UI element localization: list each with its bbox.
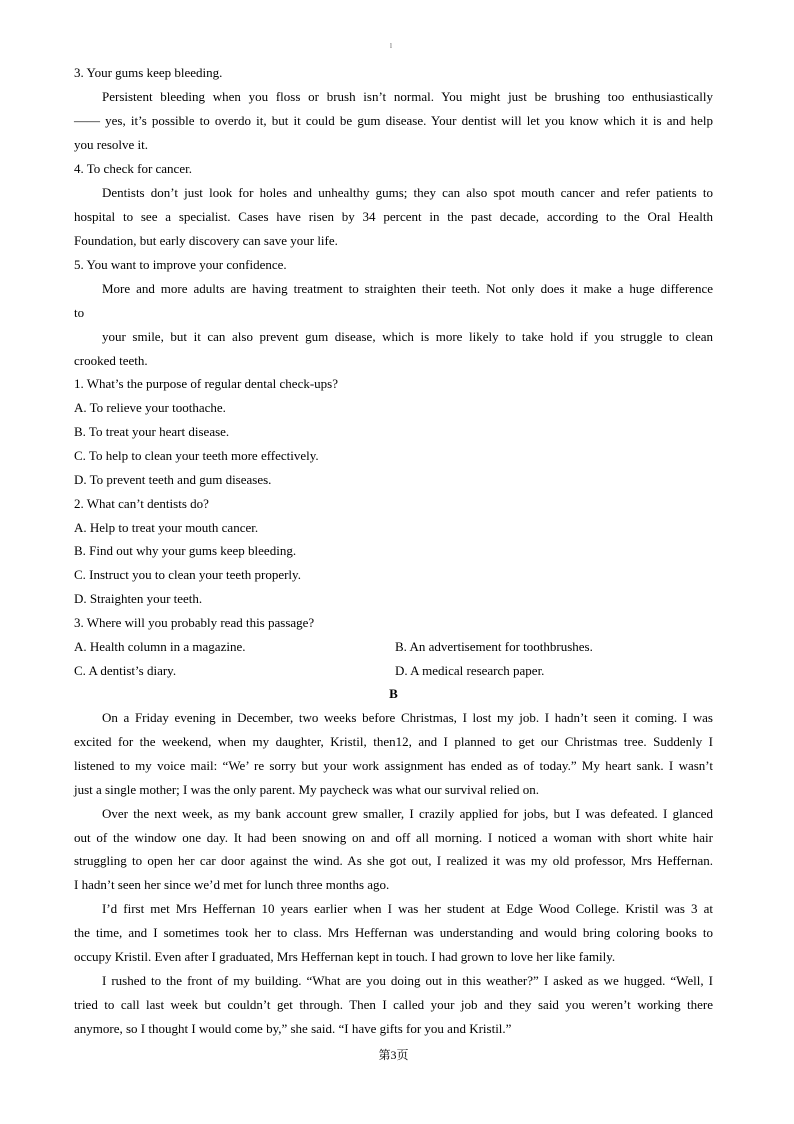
- option-b: B. To treat your heart disease.: [74, 424, 230, 439]
- page-top-mark: l: [390, 42, 392, 50]
- heading-reason-3: 3. Your gums keep bleeding.: [74, 65, 223, 80]
- section-heading-b: B: [389, 686, 398, 701]
- paragraph-line: Persistent bleeding when you floss or brush isn’t normal. You might just be brushing too enthusiastically: [102, 89, 713, 104]
- option-d: D. A medical research paper.: [395, 663, 545, 678]
- paragraph-line: Foundation, but early discovery can save your life.: [74, 233, 338, 248]
- paragraph-line: struggling to open her car door against the wind. As she got out, I realized it was my old professor, Mrs Heffernan.: [74, 853, 713, 868]
- paragraph-line: crooked teeth.: [74, 353, 148, 368]
- option-b: B. An advertisement for toothbrushes.: [395, 639, 593, 654]
- question-3: 3. Where will you probably read this passage?: [74, 615, 315, 630]
- option-a: A. Help to treat your mouth cancer.: [74, 520, 259, 535]
- option-d: D. To prevent teeth and gum diseases.: [74, 472, 272, 487]
- heading-reason-4: 4. To check for cancer.: [74, 161, 192, 176]
- option-c: C. A dentist’s diary.: [74, 663, 177, 678]
- page-number-footer: 第3页: [378, 1048, 409, 1062]
- paragraph-line: Over the next week, as my bank account grew smaller, I crazily applied for jobs, but I was defeated. I glanced: [102, 806, 713, 821]
- option-c: C. To help to clean your teeth more effectively.: [74, 448, 319, 463]
- paragraph-line: you resolve it.: [74, 137, 149, 152]
- document-page: [74, 0, 713, 1124]
- paragraph-line: On a Friday evening in December, two weeks before Christmas, I lost my job. I hadn’t seen it coming. I was: [102, 710, 713, 725]
- heading-reason-5: 5. You want to improve your confidence.: [74, 257, 287, 272]
- paragraph-line: your smile, but it can also prevent gum disease, which is more likely to take hold if you struggle to clean: [102, 329, 713, 344]
- paragraph-line: excited for the weekend, when my daughter, Kristil, then12, and I planned to get our Christmas tree. Suddenly I: [74, 734, 713, 749]
- paragraph-line: to: [74, 305, 85, 320]
- paragraph-line: I’d first met Mrs Heffernan 10 years earlier when I was her student at Edge Wood College. Kristil was 3 at: [102, 901, 713, 916]
- paragraph-line: out of the window one day. It had been snowing on and off all morning. I noticed a woman with short white hair: [74, 830, 713, 845]
- option-a: A. Health column in a magazine.: [74, 639, 246, 654]
- paragraph-line: hospital to see a specialist. Cases have risen by 34 percent in the past decade, according to the Oral Health: [74, 209, 713, 224]
- paragraph-line: Dentists don’t just look for holes and unhealthy gums; they can also spot mouth cancer and refer patients to: [102, 185, 713, 200]
- option-c: C. Instruct you to clean your teeth properly.: [74, 567, 301, 582]
- option-a: A. To relieve your toothache.: [74, 400, 226, 415]
- paragraph-line: I hadn’t seen her since we’d met for lunch three months ago.: [74, 877, 390, 892]
- paragraph-line: the time, and I sometimes took her to class. Mrs Heffernan was understanding and would bring coloring books to: [74, 925, 713, 940]
- question-1: 1. What’s the purpose of regular dental check-ups?: [74, 376, 338, 391]
- question-2: 2. What can’t dentists do?: [74, 496, 209, 511]
- paragraph-line: listened to my voice mail: “We’ re sorry but your work assignment has ended as of today.” My heart sank. I wasn’t: [74, 758, 713, 773]
- option-b: B. Find out why your gums keep bleeding.: [74, 543, 297, 558]
- paragraph-line: More and more adults are having treatment to straighten their teeth. Not only does it make a huge difference: [102, 281, 713, 296]
- paragraph-line: —— yes, it’s possible to overdo it, but it could be gum disease. Your dentist will let you know which it is and help: [74, 113, 713, 128]
- paragraph-line: I rushed to the front of my building. “What are you doing out in this weather?” I asked as we hugged. “Well, I: [102, 973, 713, 988]
- paragraph-line: just a single mother; I was the only parent. My paycheck was what our survival relied on.: [74, 782, 539, 797]
- option-d: D. Straighten your teeth.: [74, 591, 203, 606]
- paragraph-line: occupy Kristil. Even after I graduated, Mrs Heffernan kept in touch. I had grown to love her like family.: [74, 949, 616, 964]
- paragraph-line: tried to call last week but couldn’t get through. Then I called your job and they said you weren’t working there: [74, 997, 713, 1012]
- paragraph-line: anymore, so I thought I would come by,” she said. “I have gifts for you and Kristil.”: [74, 1021, 512, 1036]
